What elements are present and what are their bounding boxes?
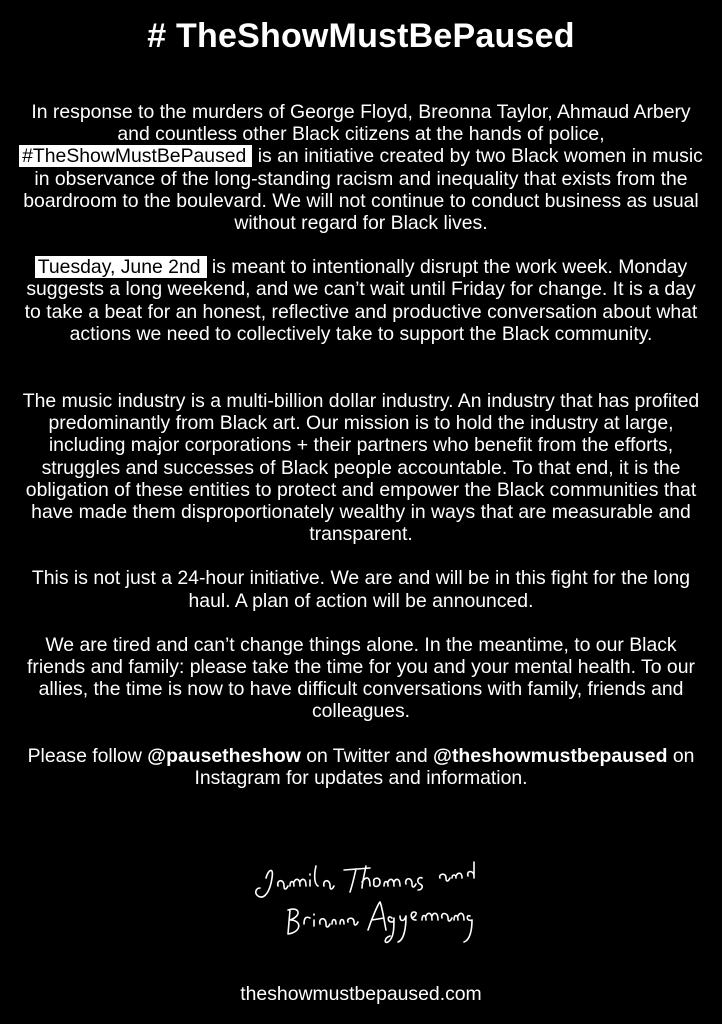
paragraph-date-rest: is meant to intentionally disrupt the work week. Monday suggests a long weekend, and we can’t wait until Friday for change. It is a day to take a beat for an honest, reflective and productive conversation about what actions we need to collectively take to support the Black community. bbox=[24, 256, 698, 345]
follow-lead: Please follow bbox=[27, 744, 148, 767]
signature-icon bbox=[244, 848, 484, 958]
footer-url[interactable]: theshowmustbepaused.com bbox=[240, 983, 482, 1005]
paragraph-date bbox=[18, 256, 704, 345]
paragraph-industry: The music industry is a multi-billion dollar industry. An industry that has profited predominantly from Black art. Our mission is to hold the industry at large, including major corporations + their partners who benefit from the efforts, struggles and successes of Black people accountable. To that end, it is the obligation of these entities to protect and empower the Black communities that have made them disproportionately wealthy in ways that are measurable and transparent. bbox=[22, 390, 700, 546]
follow-middle: on Twitter and bbox=[300, 744, 434, 767]
paragraph-follow bbox=[18, 745, 704, 789]
paragraph-response-lead: In response to the murders of George Floyd, Breonna Taylor, Ahmaud Arbery and countless other Black citizens at the hands of police, bbox=[31, 101, 691, 146]
paragraph-allies: We are tired and can’t change things alone. In the meantime, to our Black friends and family: please take the time for you and your mental health. To our allies, the time is now to have difficult conversations with family, friends and colleagues. bbox=[27, 633, 695, 723]
twitter-handle[interactable]: @pausetheshow bbox=[147, 744, 301, 767]
statement-body bbox=[18, 101, 704, 789]
handwritten-signature bbox=[244, 848, 484, 958]
instagram-handle[interactable]: @theshowmustbepaused bbox=[433, 744, 668, 767]
hashtag-highlight: #TheShowMustBePaused bbox=[19, 145, 252, 167]
page-title: # TheShowMustBePaused bbox=[147, 17, 575, 55]
paragraph-long-haul: This is not just a 24-hour initiative. We are and will be in this fight for the long haul. A plan of action will be announced. bbox=[31, 567, 691, 612]
paragraph-response-rest: is an initiative created by two Black women in music in observance of the long-standing racism and inequality that exists from the boardroom to the boulevard. We will not continue to conduct business as usual without regard for Black lives. bbox=[23, 145, 703, 235]
paragraph-response bbox=[18, 101, 704, 234]
date-highlight: Tuesday, June 2nd bbox=[35, 256, 207, 278]
follow-rest: on Instagram for updates and information. bbox=[194, 744, 695, 789]
